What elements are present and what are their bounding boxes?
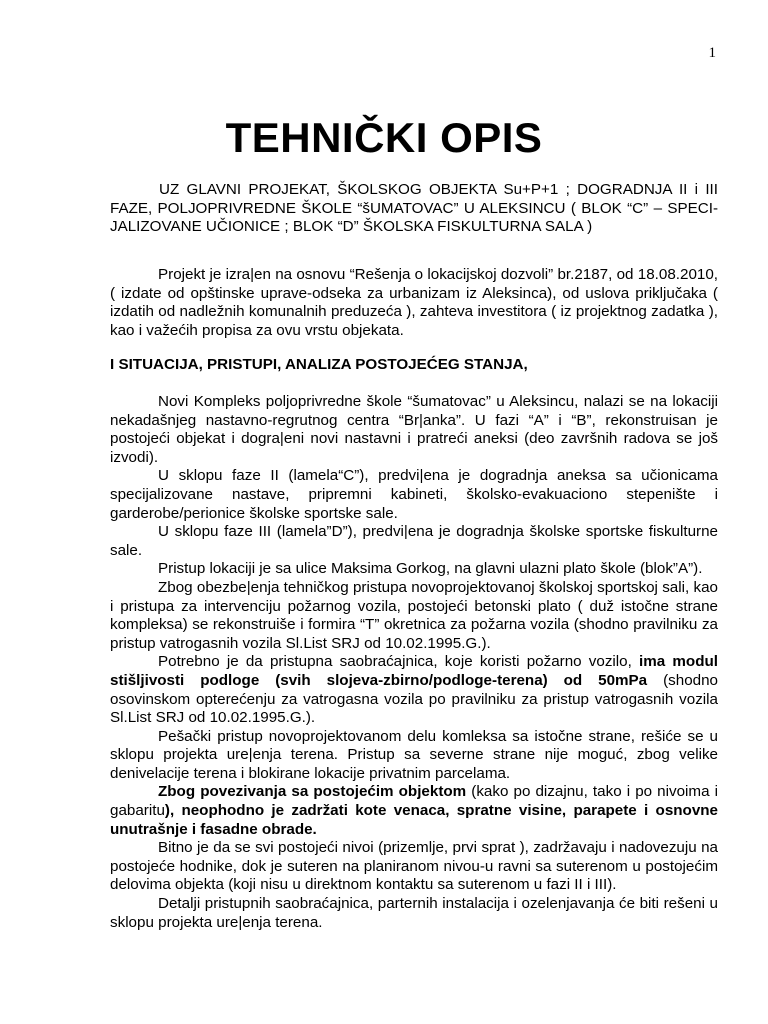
intro-paragraph: Projekt je izra|en na osnovu “Rešenja o lokacijskoj dozvoli” br.2187, od 18.08.2010,( izdate od opštinske uprave-odseka za urbanizam iz Aleksinca), od uslova priključaka ( izdatih od nadležnih komunalnih preduzeća ), zahteva investitora ( iz projektnog zadatka ), kao i važećih propisa za ovu vrstu objekata.: [110, 266, 718, 339]
section-heading: I SITUACIJA, PRISTUPI, ANALIZA POSTOJEĆEG STANJA,: [110, 356, 528, 373]
paragraph: U sklopu faze III (lamela”D”), predvi|ena je dogradnja školske sportske fiskulturne sale.: [110, 523, 718, 559]
paragraph: [110, 783, 718, 839]
paragraph: Bitno je da se svi postojeći nivoi (prizemlje, prvi sprat ), zadržavaju i nadovezuju na postojeće hodnike, dok je suteren na planiranom nivou-u ravni sa suterenom u postojećim delovima objekta (koji nisu u direktnom kontaktu sa suterenom u fazi II i III).: [110, 839, 718, 894]
page-number: 1: [708, 45, 716, 61]
paragraph: Zbog obezbe|enja tehničkog pristupa novoprojektovanoj školskoj sportskoj sali, kao i pristupa za intervenciju požarnog vozila, postojeći betonski plato ( duž istočne strane kompleksa) se rekonstruiše i formira “T” okretnica za požarna vozila (shodno pravilniku za pristup vatrogasnih vozila Sl.List SRJ od 10.02.1995.G.).: [110, 578, 718, 652]
paragraph: U sklopu faze II (lamela“C”), predvi|ena je dogradnja aneksa sa učionicama specijalizovane nastave, pripremni kabineti, školsko-evakuaciono stepenište i garderobe/perionice školske sportske sale.: [110, 467, 718, 522]
paragraph: Pešački pristup novoprojektovanom delu komleksa sa istočne strane, rešiće se u sklopu projekta ure|enja terena. Pristup sa severne strane nije moguć, zbog velike denivelacije terena i blokirane lokacije privatnim parcelama.: [110, 727, 718, 782]
paragraph: [110, 653, 718, 727]
paragraph-text: (kako po dizajnu, tako i po nivoima i gabaritu: [110, 783, 718, 820]
paragraph-bold-text: ima modul stišljivosti podloge (svih slojeva-zbirno/podloge-terena) od 50mPa: [110, 653, 718, 689]
subtitle: UZ GLAVNI PROJEKAT, ŠKOLSKOG OBJEKTA Su+P+1 ; DOGRADNJA II i III FAZE, POLJOPRIVREDNE ŠKOLE “šUMATOVAC” U ALEKSINCU ( BLOK “C” – SPECI-JALIZOVANE UČIONICE ; BLOK “D” ŠKOLSKA FISKULTURNA SALA ): [110, 181, 718, 236]
paragraph: Pristup lokaciji je sa ulice Maksima Gorkog, na glavni ulazni plato škole (blok”A”).: [158, 560, 703, 578]
paragraph-bold-text: ), neophodno je zadržati kote venaca, spratne visine, parapete i osnovne unutrašnje i fasadne obrade.: [110, 802, 718, 838]
paragraph-bold-text: Zbog povezivanja sa postojećim objektom: [158, 783, 467, 801]
section-body: [110, 393, 718, 932]
page-title: TEHNIČKI OPIS: [225, 114, 543, 161]
paragraph-text: Potrebno je da pristupna saobraćajnica, koje koristi požarno vozilo,: [158, 653, 632, 671]
paragraph-text: (shodno osovinskom opterećenju za vatrogasna vozila po pravilniku za pristup vatrogasnih vozila Sl.List SRJ od 10.02.1995.G.).: [110, 671, 718, 727]
paragraph: Novi Kompleks poljoprivredne škole “šumatovac” u Aleksincu, nalazi se na lokaciji nekadašnjeg nastavno-regrutnog centra “Br|anka”. U fazi “A” i “B”, rekonstruisan je postojeći objekat i dogra|eni novi nastavni i pratreći aneksi (deo završnih radova se još izvodi).: [110, 393, 718, 466]
paragraph: Detalji pristupnih saobraćajnica, parternih instalacija i ozelenjavanja će biti rešeni u sklopu projekta ure|enja terena.: [110, 895, 718, 931]
